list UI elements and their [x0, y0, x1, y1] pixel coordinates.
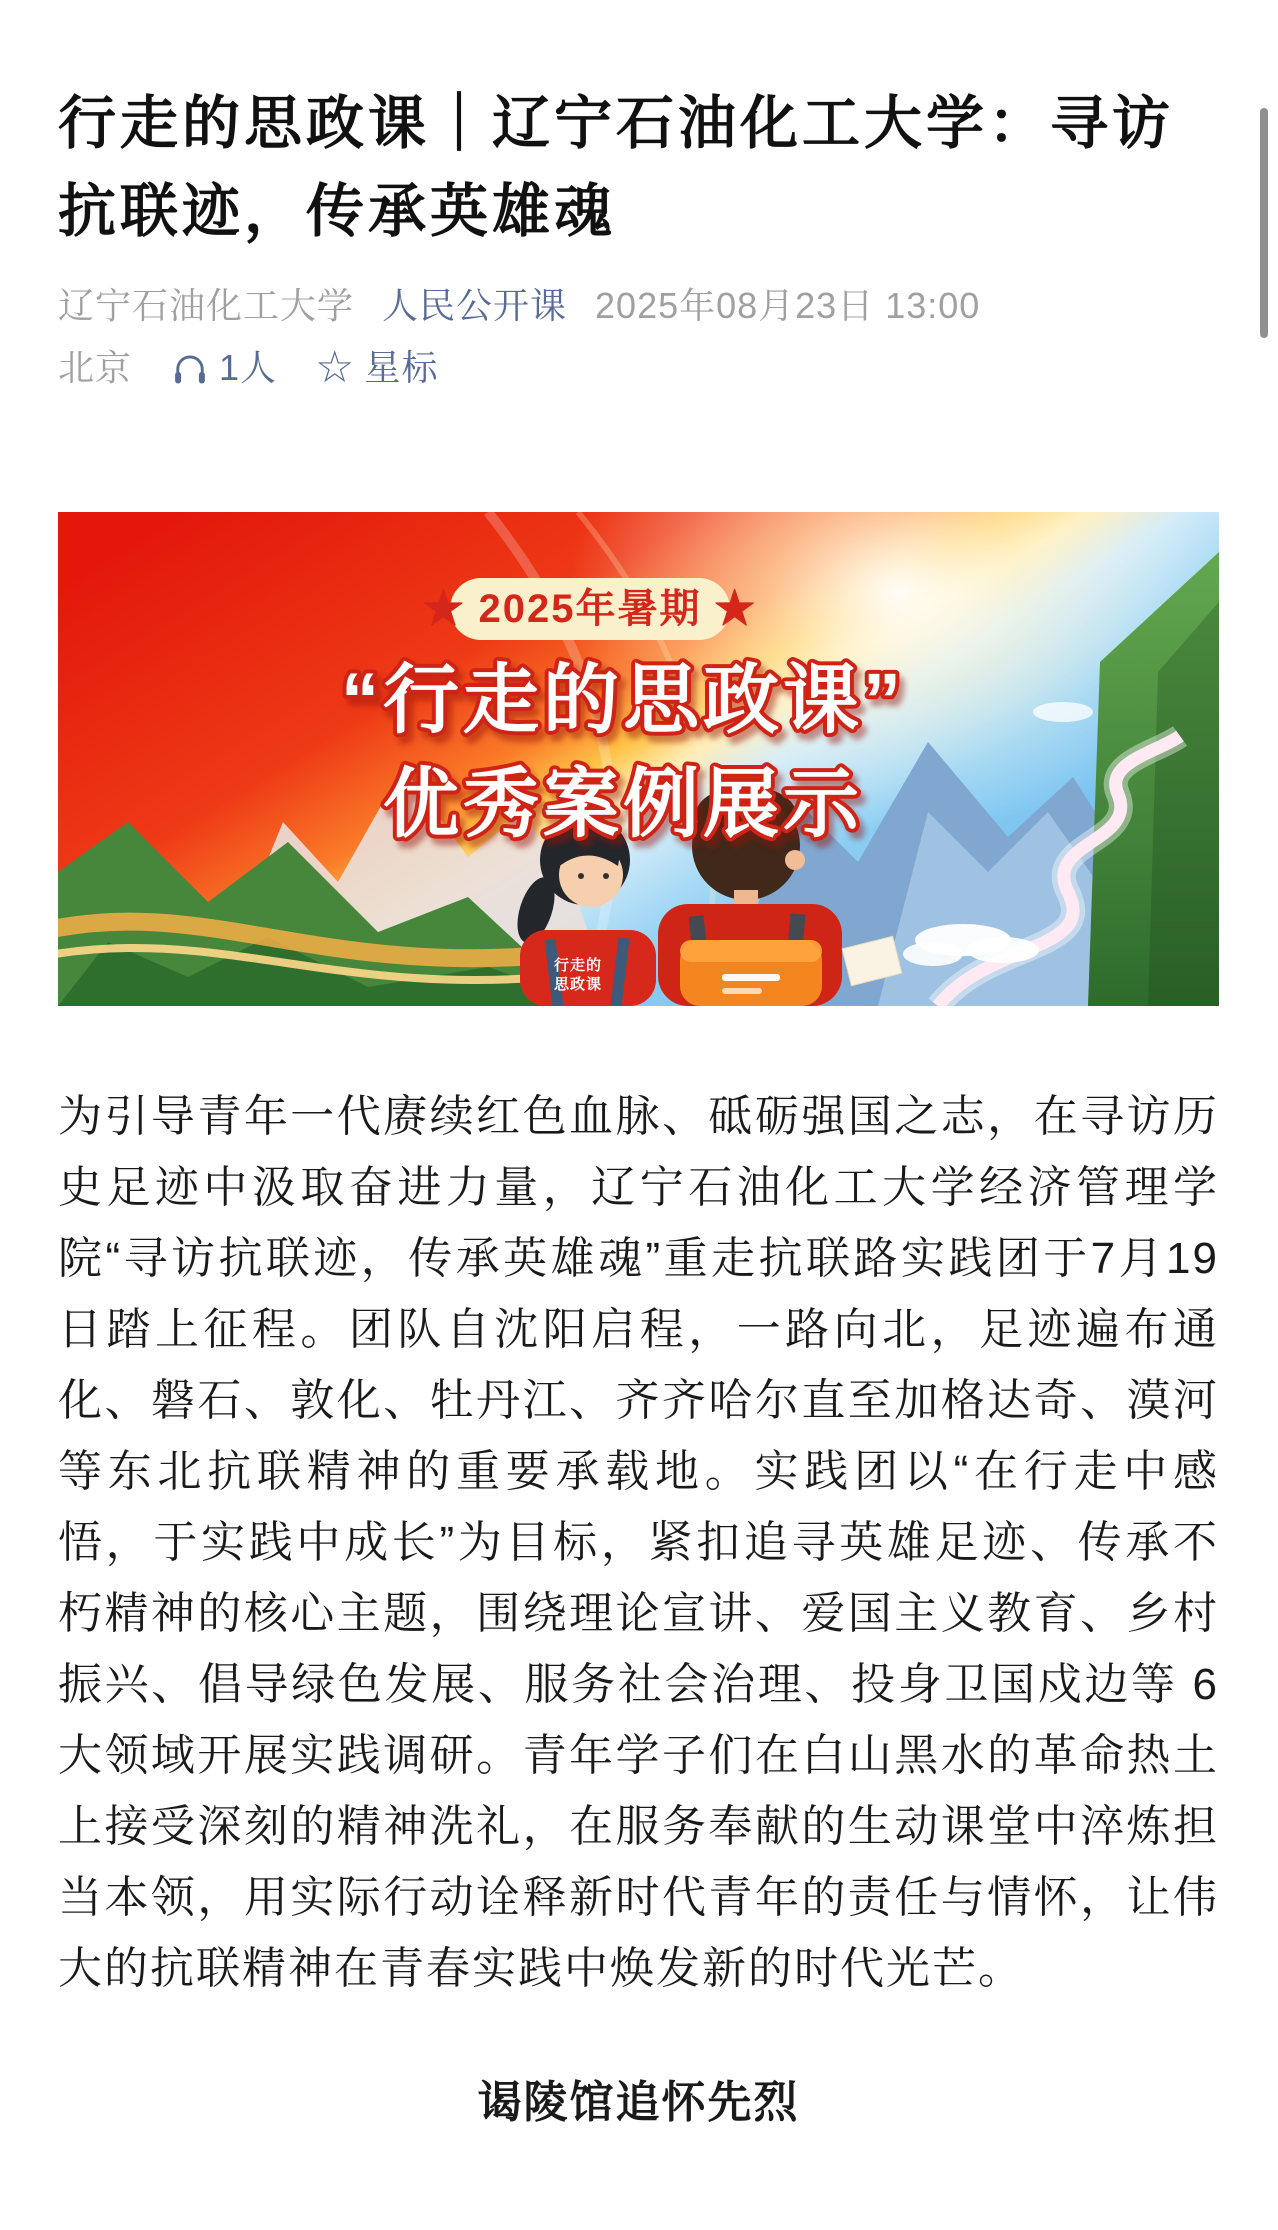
article-byline	[58, 284, 1219, 328]
girl-shirt-text-line1: 行走的	[553, 957, 603, 974]
publish-datetime: 2025年08月23日 13:00	[595, 285, 981, 326]
hero-title-line2: 优秀案例展示	[383, 762, 863, 847]
hero-title-line1: “行走的思政课”	[341, 658, 905, 743]
section-heading: 谒陵馆追怀先烈	[477, 2078, 800, 2127]
article-title: 行走的思政课｜辽宁石油化工大学：寻访抗联迹，传承英雄魂	[58, 91, 1175, 244]
hero-badge	[423, 578, 756, 640]
star-label: 星标	[364, 347, 439, 388]
listen-control[interactable]	[170, 346, 277, 390]
publish-location: 北京	[58, 347, 133, 388]
article-page	[0, 80, 1278, 2138]
article-meta-secondary	[58, 343, 1219, 392]
channel-link[interactable]: 人民公开课	[382, 285, 568, 326]
account-name[interactable]: 辽宁石油化工大学	[58, 285, 355, 326]
hero-badge-label: ★ 2025年暑期 ★	[423, 587, 757, 631]
article-paragraph: 为引导青年一代赓续红色血脉、砥砺强国之志，在寻访历史足迹中汲取奋进力量，辽宁石油化工大学经济管理学院“寻访抗联迹，传承英雄魂”重走抗联路实践团于7月19日踏上征程。团队自沈阳启程，一路向北，足迹遍布通化、磐石、敦化、牡丹江、齐齐哈尔直至加格达奇、漠河等东北抗联精神的重要承载地。实践团以“在行走中感悟，于实践中成长”为目标，紧扣追寻英雄足迹、传承不朽精神的核心主题，围绕理论宣讲、爱国主义教育、乡村振兴、倡导绿色发展、服务社会治理、投身卫国戍边等 6 大领域开展实践调研。青年学子们在白山黑水的革命热土上接受深刻的精神洗礼，在服务奉献的生动课堂中淬炼担当本领，用实际行动诠释新时代青年的责任与情怀，让伟大的抗联精神在青春实践中焕发新的时代光芒。	[58, 1092, 1219, 1993]
star-control[interactable]	[315, 343, 439, 392]
star-icon: ☆	[315, 343, 356, 392]
listen-count: 1人	[219, 347, 278, 388]
girl-shirt-text-line2: 思政课	[553, 976, 603, 993]
hero-image[interactable]	[58, 512, 1219, 1006]
hero-illustration	[58, 512, 1219, 1006]
scrollbar-thumb[interactable]	[1260, 108, 1268, 338]
headphone-icon	[170, 348, 210, 388]
